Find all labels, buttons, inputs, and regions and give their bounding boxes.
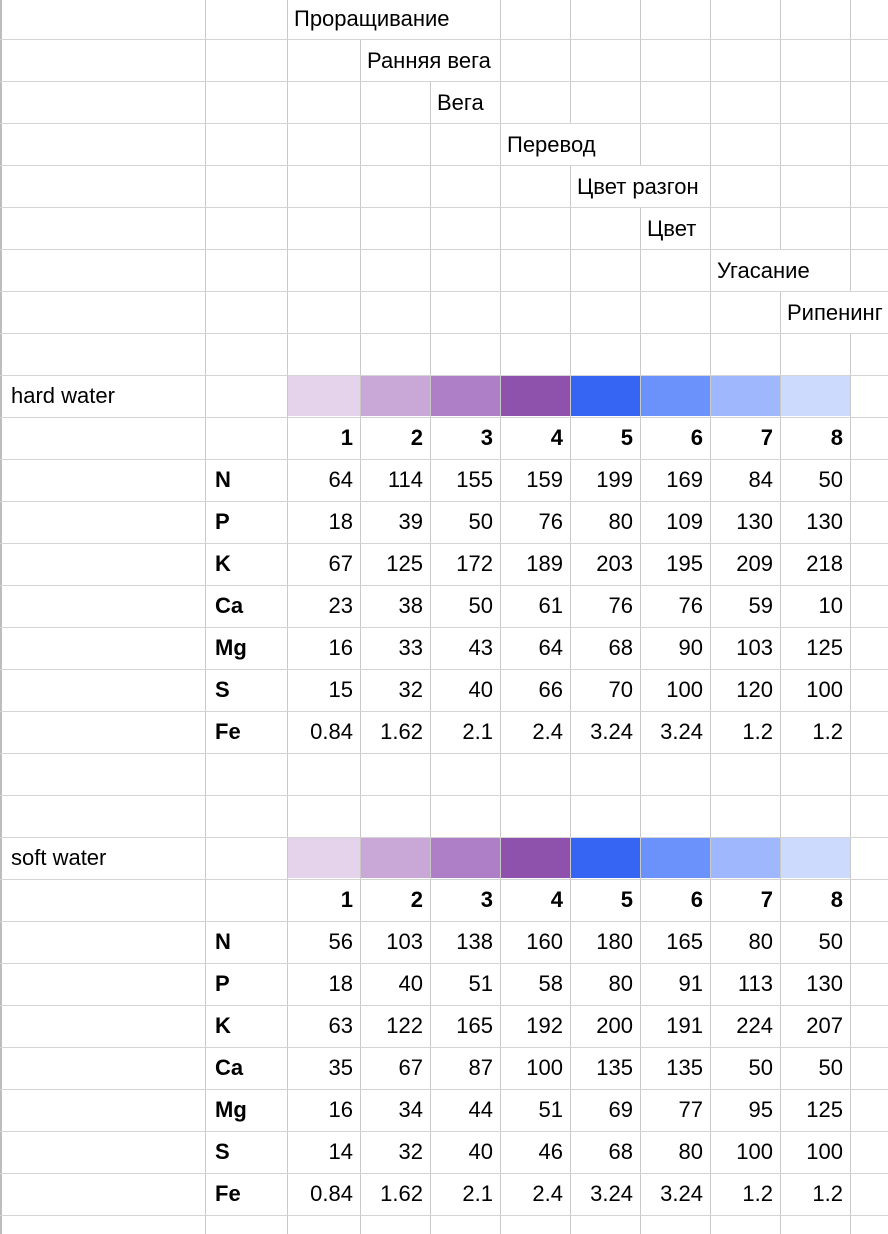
sheet-left-edge <box>0 0 2 1234</box>
value-cell[interactable]: 68 <box>608 635 633 660</box>
value-cell[interactable]: 1.2 <box>812 1181 843 1206</box>
stage-color-swatch[interactable] <box>571 376 640 416</box>
value-cell[interactable]: 76 <box>678 593 703 618</box>
column-number-header[interactable]: 8 <box>830 425 843 450</box>
stage-color-swatch[interactable] <box>711 376 780 416</box>
column-number-header[interactable]: 7 <box>760 425 773 450</box>
element-label[interactable]: P <box>215 509 230 534</box>
value-cell[interactable]: 16 <box>328 1097 353 1122</box>
value-cell[interactable]: 180 <box>596 929 633 954</box>
value-cell[interactable]: 44 <box>468 1097 493 1122</box>
value-cell[interactable]: 135 <box>666 1055 703 1080</box>
column-number-header[interactable]: 5 <box>620 425 633 450</box>
value-cell[interactable]: 165 <box>456 1013 493 1038</box>
grid-column-line <box>850 0 851 1234</box>
section-title[interactable]: soft water <box>11 845 107 870</box>
value-cell[interactable]: 76 <box>538 509 563 534</box>
value-cell[interactable]: 113 <box>737 971 773 996</box>
value-cell[interactable]: 56 <box>328 929 353 954</box>
value-cell[interactable]: 122 <box>386 1013 423 1038</box>
value-cell[interactable]: 32 <box>398 677 423 702</box>
stage-color-swatch[interactable] <box>501 838 570 878</box>
stage-color-swatch[interactable] <box>361 376 430 416</box>
stage-header-cell[interactable]: Перевод <box>501 124 596 165</box>
stage-header-cell[interactable]: Угасание <box>711 250 810 291</box>
value-cell[interactable]: 18 <box>328 971 353 996</box>
value-cell[interactable]: 64 <box>328 467 353 492</box>
element-label[interactable]: Ca <box>215 1055 244 1080</box>
column-number-header[interactable]: 1 <box>340 425 353 450</box>
value-cell[interactable]: 33 <box>398 635 423 660</box>
stage-header-cell[interactable]: Вега <box>431 82 484 123</box>
value-cell[interactable]: 40 <box>468 677 493 702</box>
value-cell[interactable]: 38 <box>398 593 423 618</box>
value-cell[interactable]: 100 <box>806 677 843 702</box>
value-cell[interactable]: 32 <box>398 1139 423 1164</box>
value-cell[interactable]: 0.84 <box>310 719 353 744</box>
element-label[interactable]: N <box>215 929 231 954</box>
value-cell[interactable]: 3.24 <box>590 1181 633 1206</box>
value-cell[interactable]: 103 <box>386 929 423 954</box>
stage-color-swatch[interactable] <box>571 838 640 878</box>
value-cell[interactable]: 18 <box>328 509 353 534</box>
value-cell[interactable]: 51 <box>538 1097 563 1122</box>
value-cell[interactable]: 68 <box>608 1139 633 1164</box>
stage-color-swatch[interactable] <box>641 838 710 878</box>
grid-row-line <box>0 753 888 754</box>
value-cell[interactable]: 2.4 <box>532 719 563 744</box>
value-cell[interactable]: 66 <box>538 677 563 702</box>
value-cell[interactable]: 155 <box>456 467 493 492</box>
value-cell[interactable]: 51 <box>468 971 493 996</box>
value-cell[interactable]: 3.24 <box>660 719 703 744</box>
value-cell[interactable]: 200 <box>596 1013 633 1038</box>
value-cell[interactable]: 100 <box>806 1139 843 1164</box>
value-cell[interactable]: 80 <box>608 971 633 996</box>
value-cell[interactable]: 130 <box>806 509 843 534</box>
value-cell[interactable]: 199 <box>596 467 633 492</box>
value-cell[interactable]: 130 <box>806 971 843 996</box>
column-number-header[interactable]: 7 <box>760 887 773 912</box>
element-label[interactable]: K <box>215 551 231 576</box>
value-cell[interactable]: 80 <box>748 929 773 954</box>
grid-row-line <box>0 795 888 796</box>
value-cell[interactable]: 100 <box>736 1139 773 1164</box>
value-cell[interactable]: 1.62 <box>380 1181 423 1206</box>
value-cell[interactable]: 40 <box>398 971 423 996</box>
value-cell[interactable]: 91 <box>678 971 703 996</box>
value-cell[interactable]: 95 <box>748 1097 773 1122</box>
value-cell[interactable]: 14 <box>328 1139 353 1164</box>
element-label[interactable]: N <box>215 467 231 492</box>
value-cell[interactable]: 138 <box>456 929 493 954</box>
stage-color-swatch[interactable] <box>288 376 360 416</box>
value-cell[interactable]: 70 <box>608 677 633 702</box>
value-cell[interactable]: 87 <box>468 1055 493 1080</box>
grid-row-line <box>0 291 888 292</box>
stage-color-swatch[interactable] <box>431 838 500 878</box>
stage-color-swatch[interactable] <box>288 838 360 878</box>
value-cell[interactable]: 109 <box>666 509 703 534</box>
value-cell[interactable]: 2.4 <box>532 1181 563 1206</box>
stage-color-swatch[interactable] <box>781 376 850 416</box>
value-cell[interactable]: 192 <box>526 1013 563 1038</box>
value-cell[interactable]: 100 <box>526 1055 563 1080</box>
value-cell[interactable]: 34 <box>398 1097 423 1122</box>
value-cell[interactable]: 10 <box>818 593 843 618</box>
value-cell[interactable]: 0.84 <box>310 1181 353 1206</box>
column-number-header[interactable]: 2 <box>410 887 423 912</box>
value-cell[interactable]: 135 <box>596 1055 633 1080</box>
column-number-header[interactable]: 4 <box>550 425 563 450</box>
value-cell[interactable]: 191 <box>666 1013 703 1038</box>
value-cell[interactable]: 207 <box>806 1013 843 1038</box>
value-cell[interactable]: 64 <box>538 635 563 660</box>
column-number-header[interactable]: 8 <box>830 887 843 912</box>
value-cell[interactable]: 130 <box>736 509 773 534</box>
value-cell[interactable]: 169 <box>666 467 703 492</box>
value-cell[interactable]: 15 <box>328 677 353 702</box>
stage-color-swatch[interactable] <box>641 376 710 416</box>
value-cell[interactable]: 165 <box>666 929 703 954</box>
grid-row-line <box>0 165 888 166</box>
value-cell[interactable]: 80 <box>678 1139 703 1164</box>
value-cell[interactable]: 35 <box>328 1055 353 1080</box>
value-cell[interactable]: 195 <box>666 551 703 576</box>
element-label[interactable]: S <box>215 1139 230 1164</box>
element-label[interactable]: Fe <box>215 1181 241 1206</box>
column-number-header[interactable]: 6 <box>690 425 703 450</box>
value-cell[interactable]: 1.2 <box>742 719 773 744</box>
stage-color-swatch[interactable] <box>781 838 850 878</box>
value-cell[interactable]: 125 <box>806 1097 843 1122</box>
value-cell[interactable]: 77 <box>678 1097 703 1122</box>
value-cell[interactable]: 3.24 <box>660 1181 703 1206</box>
stage-color-swatch[interactable] <box>431 376 500 416</box>
value-cell[interactable]: 76 <box>608 593 633 618</box>
grid-row-line <box>0 1215 888 1216</box>
value-cell[interactable]: 23 <box>328 593 353 618</box>
value-cell[interactable]: 114 <box>387 467 423 492</box>
value-cell[interactable]: 46 <box>538 1139 563 1164</box>
value-cell[interactable]: 61 <box>538 593 563 618</box>
value-cell[interactable]: 84 <box>748 467 773 492</box>
stage-header-cell[interactable]: Рипенинг <box>781 292 883 333</box>
value-cell[interactable]: 63 <box>328 1013 353 1038</box>
value-cell[interactable]: 16 <box>328 635 353 660</box>
value-cell[interactable]: 3.24 <box>590 719 633 744</box>
value-cell[interactable]: 2.1 <box>462 719 493 744</box>
value-cell[interactable]: 159 <box>526 467 563 492</box>
value-cell[interactable]: 160 <box>526 929 563 954</box>
value-cell[interactable]: 189 <box>526 551 563 576</box>
element-label[interactable]: P <box>215 971 230 996</box>
section-title[interactable]: hard water <box>11 383 115 408</box>
stage-header-cell[interactable]: Цвет <box>641 208 696 249</box>
value-cell[interactable]: 203 <box>596 551 633 576</box>
stage-color-swatch[interactable] <box>711 838 780 878</box>
element-label[interactable]: Fe <box>215 719 241 744</box>
stage-color-swatch[interactable] <box>501 376 570 416</box>
element-label[interactable]: K <box>215 1013 231 1038</box>
stage-color-swatch[interactable] <box>361 838 430 878</box>
value-cell[interactable]: 50 <box>468 593 493 618</box>
value-cell[interactable]: 125 <box>386 551 423 576</box>
value-cell[interactable]: 103 <box>736 635 773 660</box>
grid-row-line <box>0 207 888 208</box>
column-number-header[interactable]: 3 <box>480 425 493 450</box>
value-cell[interactable]: 120 <box>736 677 773 702</box>
column-number-header[interactable]: 3 <box>480 887 493 912</box>
value-cell[interactable]: 90 <box>678 635 703 660</box>
value-cell[interactable]: 209 <box>736 551 773 576</box>
value-cell[interactable]: 67 <box>398 1055 423 1080</box>
value-cell[interactable]: 43 <box>468 635 493 660</box>
value-cell[interactable]: 1.2 <box>812 719 843 744</box>
column-number-header[interactable]: 6 <box>690 887 703 912</box>
value-cell[interactable]: 50 <box>468 509 493 534</box>
value-cell[interactable]: 39 <box>398 509 423 534</box>
element-label[interactable]: S <box>215 677 230 702</box>
value-cell[interactable]: 50 <box>818 467 843 492</box>
stage-header-cell[interactable]: Цвет разгон <box>571 166 699 207</box>
value-cell[interactable]: 67 <box>328 551 353 576</box>
column-number-header[interactable]: 1 <box>340 887 353 912</box>
value-cell[interactable]: 218 <box>806 551 843 576</box>
stage-header-cell[interactable]: Проращивание <box>288 0 450 39</box>
column-number-header[interactable]: 4 <box>550 887 563 912</box>
grid-row-line <box>0 333 888 334</box>
element-label[interactable]: Mg <box>215 1097 247 1122</box>
column-number-header[interactable]: 5 <box>620 887 633 912</box>
value-cell[interactable]: 2.1 <box>462 1181 493 1206</box>
element-label[interactable]: Mg <box>215 635 247 660</box>
value-cell[interactable]: 224 <box>736 1013 773 1038</box>
value-cell[interactable]: 100 <box>666 677 703 702</box>
value-cell[interactable]: 59 <box>748 593 773 618</box>
value-cell[interactable]: 172 <box>456 551 493 576</box>
grid-row-line <box>0 123 888 124</box>
column-number-header[interactable]: 2 <box>410 425 423 450</box>
value-cell[interactable]: 50 <box>818 929 843 954</box>
stage-header-cell[interactable]: Ранняя вега <box>361 40 491 81</box>
value-cell[interactable]: 1.62 <box>380 719 423 744</box>
value-cell[interactable]: 40 <box>468 1139 493 1164</box>
value-cell[interactable]: 50 <box>748 1055 773 1080</box>
element-label[interactable]: Ca <box>215 593 244 618</box>
value-cell[interactable]: 80 <box>608 509 633 534</box>
value-cell[interactable]: 125 <box>806 635 843 660</box>
value-cell[interactable]: 69 <box>608 1097 633 1122</box>
value-cell[interactable]: 1.2 <box>742 1181 773 1206</box>
value-cell[interactable]: 50 <box>818 1055 843 1080</box>
value-cell[interactable]: 58 <box>538 971 563 996</box>
